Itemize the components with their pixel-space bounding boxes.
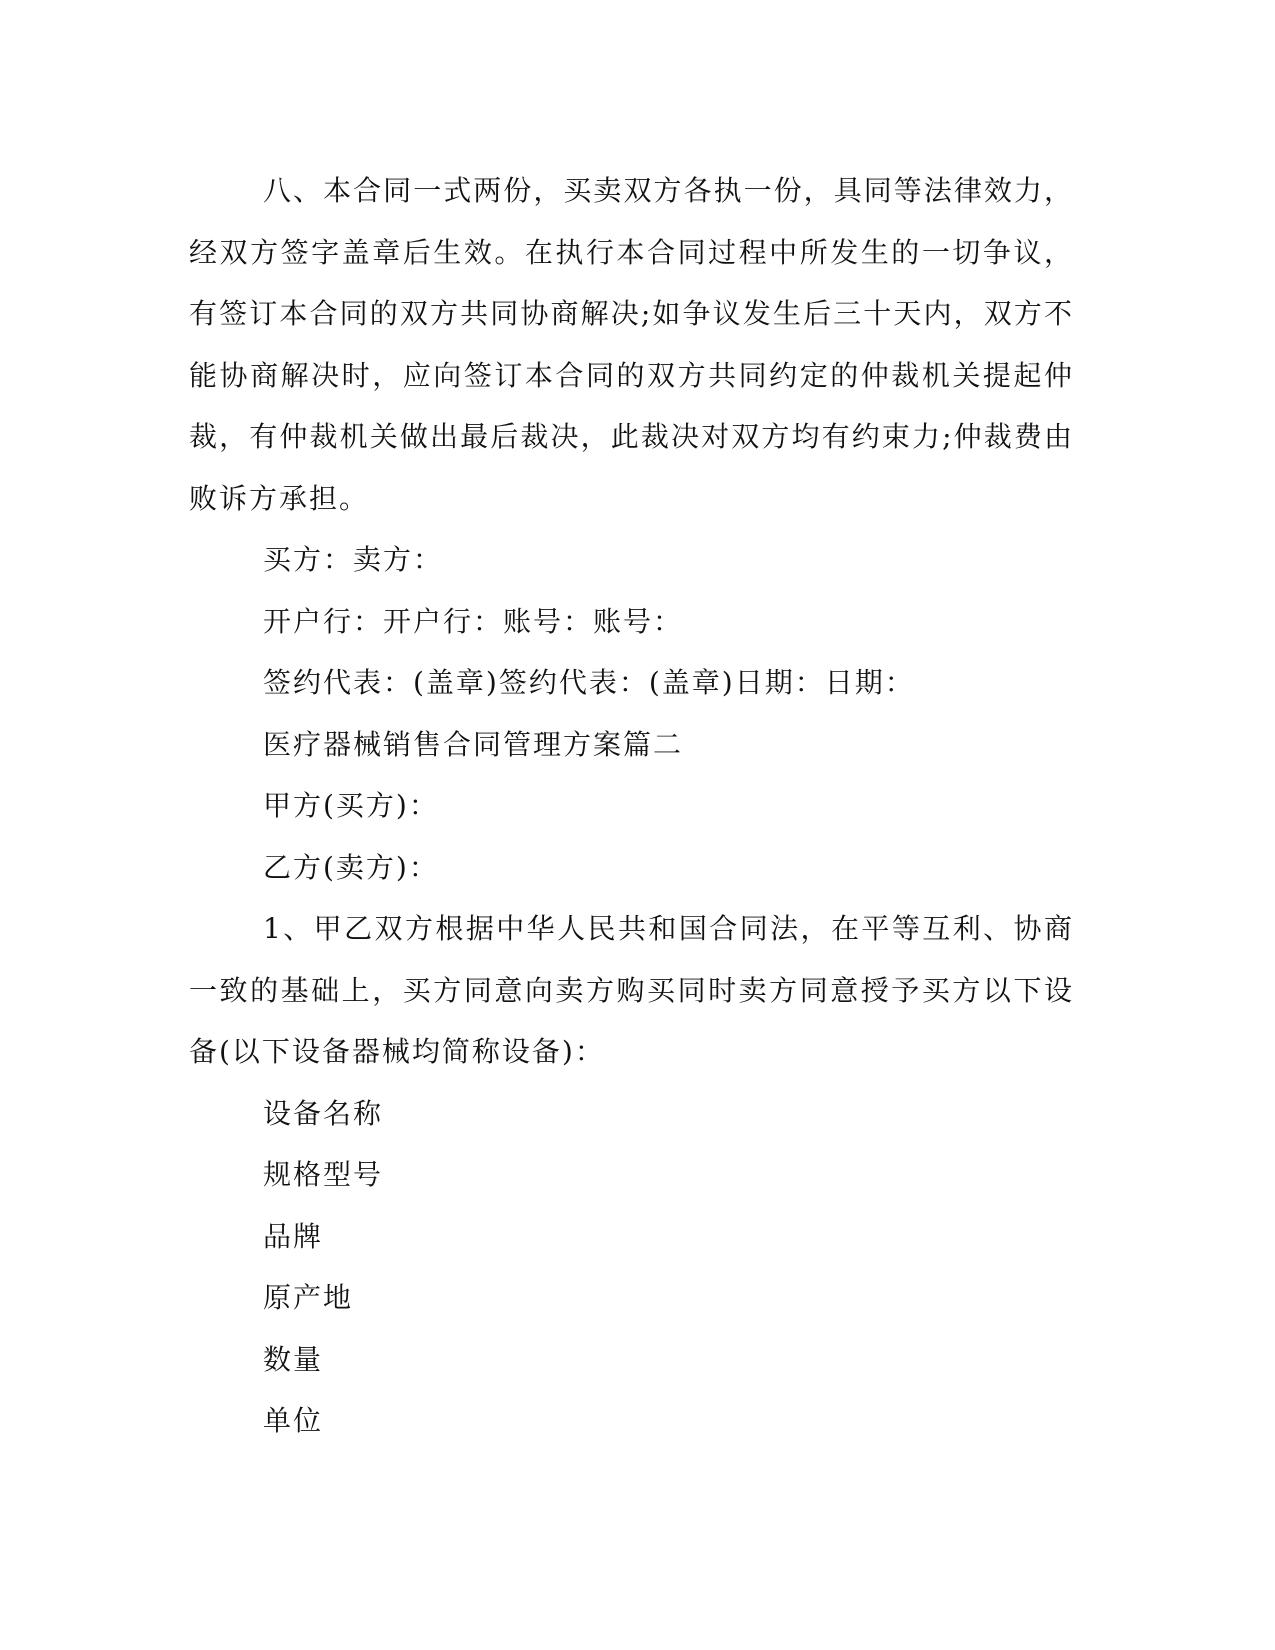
- clause-eight-paragraph: 八、本合同一式两份，买卖双方各执一份，具同等法律效力，经双方签字盖章后生效。在执行本合同过程中所发生的一切争议，有签订本合同的双方共同协商解决;如争议发生后三十天内，双方不能协商解决时，应向签订本合同的双方共同约定的仲裁机关提起仲裁，有仲裁机关做出最后裁决，此裁决对双方均有约束力;仲裁费由败诉方承担。: [189, 174, 1074, 515]
- field-origin: 原产地: [263, 1281, 354, 1314]
- document-body: [189, 160, 1074, 1452]
- field-unit: 单位: [263, 1404, 324, 1437]
- buyer-seller-line: 买方：卖方：: [263, 543, 444, 576]
- signatory-date-line: 签约代表：(盖章)签约代表：(盖章)日期：日期：: [263, 666, 915, 699]
- field-brand: 品牌: [263, 1219, 324, 1253]
- clause-one-paragraph: 1、甲乙双方根据中华人民共和国合同法，在平等互利、协商一致的基础上，买方同意向卖方购买同时卖方同意授予买方以下设备(以下设备器械均简称设备)：: [189, 912, 1074, 1068]
- field-model: 规格型号: [263, 1158, 384, 1191]
- party-a-line: 甲方(买方)：: [263, 789, 439, 822]
- bank-account-line: 开户行：开户行：账号：账号：: [263, 604, 684, 638]
- field-quantity: 数量: [263, 1342, 324, 1376]
- party-b-line: 乙方(卖方)：: [263, 850, 439, 884]
- section-title: 医疗器械销售合同管理方案篇二: [263, 727, 684, 761]
- field-equipment-name: 设备名称: [263, 1096, 384, 1130]
